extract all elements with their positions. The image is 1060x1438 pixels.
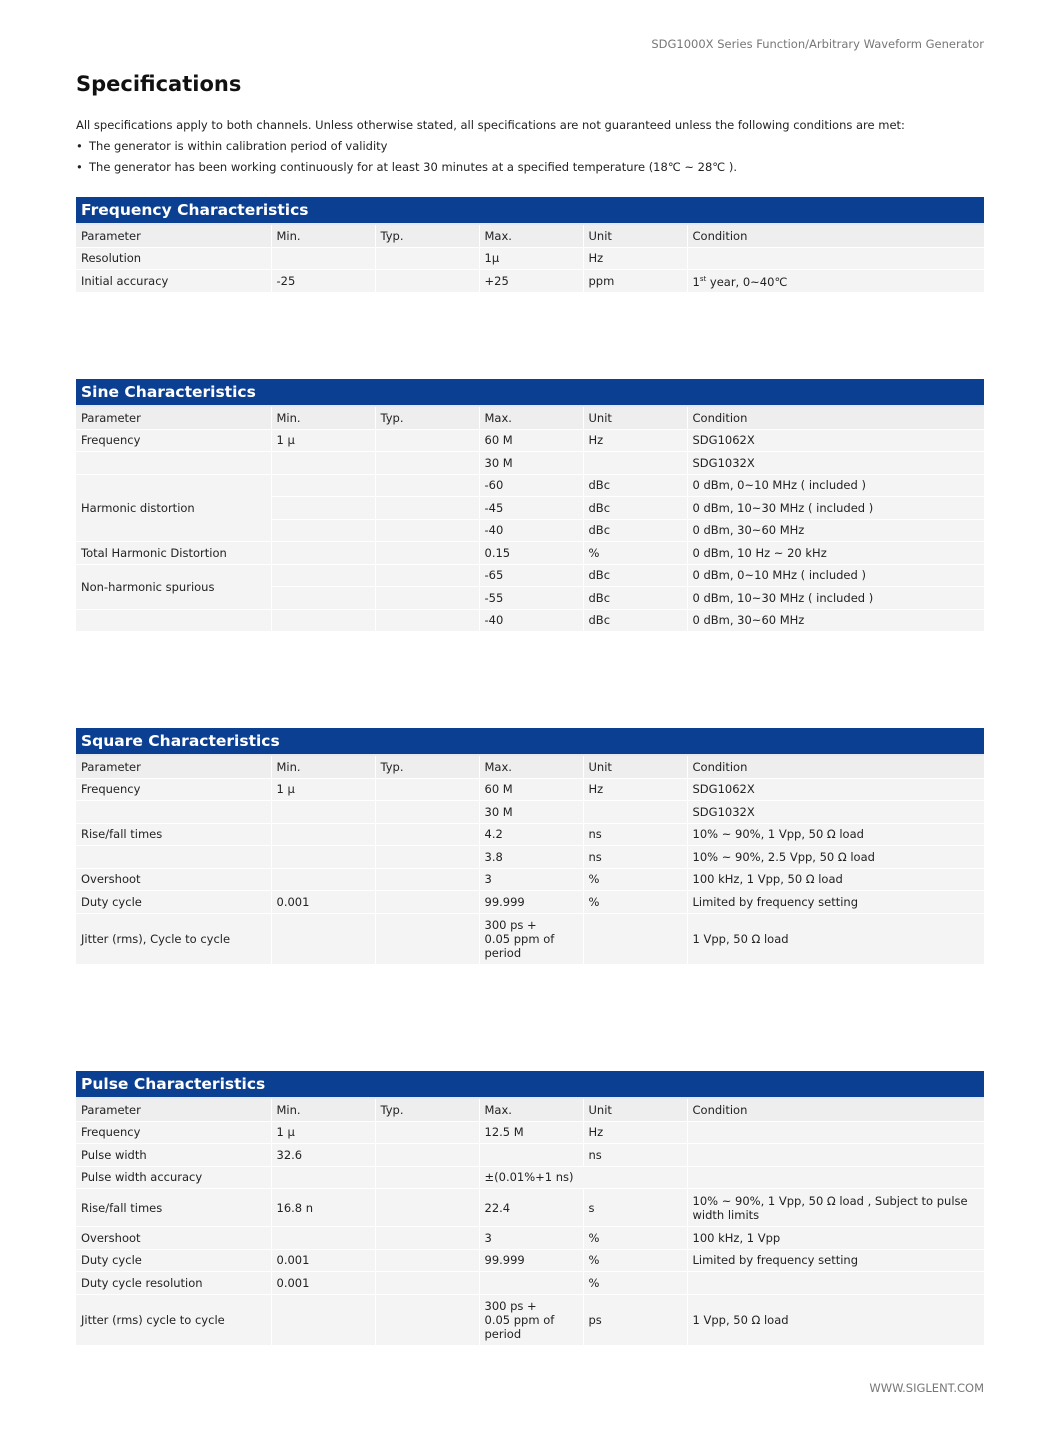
cell: Hz [583,778,687,801]
cell: 10% ~ 90%, 1 Vpp, 50 Ω load , Subject to pulse width limits [687,1189,984,1227]
cell: Hz [583,1121,687,1144]
cell: -55 [479,587,583,610]
cell: 1μ [479,247,583,270]
superscript: st [699,275,707,284]
table-row [76,564,984,587]
column-header: Max. [479,1099,583,1121]
cell: -25 [271,270,375,293]
cell: Rise/fall times [76,1189,271,1227]
cell: Hz [583,429,687,452]
table-row [76,1249,984,1272]
cell: Frequency [76,429,271,452]
cell [271,474,375,497]
table-row [76,474,984,497]
cell: 0 dBm, 10~30 MHz ( included ) [687,587,984,610]
cell: Pulse width [76,1144,271,1167]
table-row [76,452,984,475]
cell: -45 [479,497,583,520]
cell [375,1227,479,1250]
sine-section [76,379,984,632]
cell: % [583,542,687,565]
cell: ns [583,823,687,846]
cell: 0 dBm, 30~60 MHz [687,519,984,542]
cell: 22.4 [479,1189,583,1227]
cell: 16.8 n [271,1189,375,1227]
cell: 0 dBm, 0~10 MHz ( included ) [687,564,984,587]
cell: 3.8 [479,846,583,869]
cell: 0.001 [271,1272,375,1295]
cell: dBc [583,519,687,542]
cell: 99.999 [479,1249,583,1272]
column-header: Condition [687,756,984,778]
cell: 60 M [479,429,583,452]
cell [271,542,375,565]
cell [375,913,479,964]
cell: 4.2 [479,823,583,846]
column-header: Max. [479,756,583,778]
cell: Non-harmonic spurious [76,564,271,609]
cell: Frequency [76,1121,271,1144]
column-header: Condition [687,407,984,429]
cell: 0.001 [271,891,375,914]
section-title: Square Characteristics [76,728,984,756]
section-title: Pulse Characteristics [76,1071,984,1099]
table-row [76,1294,984,1345]
cell: % [583,1272,687,1295]
cell: Jitter (rms) cycle to cycle [76,1294,271,1345]
cell [687,1272,984,1295]
condition-item: • The generator is within calibration period of validity [76,139,986,153]
cell [479,1272,583,1295]
cell: % [583,891,687,914]
table-row [76,1166,984,1189]
column-header: Typ. [375,756,479,778]
cell: 0 dBm, 30~60 MHz [687,609,984,632]
cell: 60 M [479,778,583,801]
cell: 3 [479,1227,583,1250]
cond-prefix: 1 [692,275,700,290]
cell [375,1144,479,1167]
cell: ns [583,846,687,869]
cell [375,778,479,801]
cell [271,452,375,475]
cell: SDG1062X [687,778,984,801]
cell: dBc [583,609,687,632]
table-row [76,1227,984,1250]
cell: dBc [583,564,687,587]
cell: -60 [479,474,583,497]
cell [375,247,479,270]
cell: Duty cycle [76,891,271,914]
cell [375,868,479,891]
cell: -65 [479,564,583,587]
cell [271,497,375,520]
column-header: Typ. [375,1099,479,1121]
cell [271,247,375,270]
cell: Rise/fall times [76,823,271,846]
cell: 100 kHz, 1 Vpp, 50 Ω load [687,868,984,891]
cell: Limited by frequency setting [687,1249,984,1272]
cell: 300 ps + 0.05 ppm of period [479,913,583,964]
column-header: Typ. [375,225,479,247]
cell [271,823,375,846]
cell [583,452,687,475]
column-header: Min. [271,407,375,429]
column-header: Min. [271,225,375,247]
cell: Initial accuracy [76,270,271,293]
cell: % [583,1249,687,1272]
section-title: Frequency Characteristics [76,197,984,225]
cell: Resolution [76,247,271,270]
cell [76,452,271,475]
cell: 1 μ [271,778,375,801]
cell [271,519,375,542]
table-row [76,1272,984,1295]
condition-item: • The generator has been working continuously for at least 30 minutes at a specified temperature (18℃ ~ 28℃ ). [76,160,986,174]
cell [76,846,271,869]
cell [271,564,375,587]
table-header-row [76,407,984,429]
cell: ±(0.01%+1 ns) [479,1166,687,1189]
column-header: Condition [687,1099,984,1121]
frequency-section [76,197,984,293]
cell [375,474,479,497]
table-row [76,247,984,270]
cell: -40 [479,519,583,542]
intro [76,118,986,181]
cell: 30 M [479,801,583,824]
cell: 12.5 M [479,1121,583,1144]
column-header: Unit [583,225,687,247]
cell [687,247,984,270]
intro-text: All specifications apply to both channels. Unless otherwise stated, all specifications are not guaranteed unless the following conditions are met: [76,118,905,132]
cell [687,1166,984,1189]
cell: ps [583,1294,687,1345]
cell: Hz [583,247,687,270]
page-title: Specifications [76,72,242,96]
cell: Duty cycle resolution [76,1272,271,1295]
cell [687,270,984,293]
cell: 1 μ [271,1121,375,1144]
table-row [76,1144,984,1167]
cell [271,868,375,891]
sine-table [76,407,984,632]
column-header: Parameter [76,225,271,247]
cell: dBc [583,497,687,520]
cell: 99.999 [479,891,583,914]
cell: 300 ps + 0.05 ppm of period [479,1294,583,1345]
cell [583,801,687,824]
column-header: Unit [583,407,687,429]
cell: Harmonic distortion [76,474,271,542]
pulse-table [76,1099,984,1346]
cell [375,846,479,869]
cell [687,1144,984,1167]
cell: 30 M [479,452,583,475]
column-header: Max. [479,407,583,429]
cell: Overshoot [76,868,271,891]
cell: ns [583,1144,687,1167]
cell: 10% ~ 90%, 1 Vpp, 50 Ω load [687,823,984,846]
cell [271,801,375,824]
cell: 0 dBm, 0~10 MHz ( included ) [687,474,984,497]
cell: s [583,1189,687,1227]
table-row [76,270,984,293]
cell [375,1294,479,1345]
table-row [76,801,984,824]
cell [375,1272,479,1295]
cell [271,1166,375,1189]
cell: dBc [583,587,687,610]
cell [375,587,479,610]
cell [375,497,479,520]
cell: 10% ~ 90%, 2.5 Vpp, 50 Ω load [687,846,984,869]
table-row [76,1121,984,1144]
column-header: Parameter [76,1099,271,1121]
cell: Pulse width accuracy [76,1166,271,1189]
conditions-list [76,139,986,174]
footer-website: WWW.SIGLENT.COM [869,1381,984,1395]
table-header-row [76,225,984,247]
cell [271,846,375,869]
cell: Overshoot [76,1227,271,1250]
cell: 1 Vpp, 50 Ω load [687,913,984,964]
cell [375,1121,479,1144]
cell: 0 dBm, 10~30 MHz ( included ) [687,497,984,520]
cell: Jitter (rms), Cycle to cycle [76,913,271,964]
cell [687,1121,984,1144]
column-header: Unit [583,1099,687,1121]
column-header: Parameter [76,407,271,429]
section-title: Sine Characteristics [76,379,984,407]
table-row [76,542,984,565]
cell: 0 dBm, 10 Hz ~ 20 kHz [687,542,984,565]
cell: SDG1032X [687,801,984,824]
table-row [76,1189,984,1227]
cell [583,913,687,964]
cell [375,270,479,293]
cell [271,587,375,610]
cell [375,823,479,846]
column-header: Parameter [76,756,271,778]
frequency-table [76,225,984,293]
cell: 0.15 [479,542,583,565]
table-row [76,913,984,964]
cell [76,609,271,632]
column-header: Condition [687,225,984,247]
table-row [76,823,984,846]
cell [375,1189,479,1227]
cell [375,542,479,565]
cell: % [583,868,687,891]
cell: 100 kHz, 1 Vpp [687,1227,984,1250]
cell: dBc [583,474,687,497]
cell [271,913,375,964]
table-row [76,891,984,914]
cell [271,1227,375,1250]
cell: Limited by frequency setting [687,891,984,914]
cell: Frequency [76,778,271,801]
cell [375,891,479,914]
cell [375,429,479,452]
cell: % [583,1227,687,1250]
square-table [76,756,984,965]
cell [479,1144,583,1167]
cell: SDG1032X [687,452,984,475]
cond-rest: year, 0~40℃ [709,275,788,290]
square-section [76,728,984,965]
cell: 3 [479,868,583,891]
cell: 32.6 [271,1144,375,1167]
cell [375,452,479,475]
table-header-row [76,1099,984,1121]
cell: -40 [479,609,583,632]
cell: 1 μ [271,429,375,452]
cell: Duty cycle [76,1249,271,1272]
column-header: Max. [479,225,583,247]
table-header-row [76,756,984,778]
cell: 1 Vpp, 50 Ω load [687,1294,984,1345]
cell [375,519,479,542]
cell [375,801,479,824]
cell: +25 [479,270,583,293]
cell [375,1249,479,1272]
table-row [76,429,984,452]
cell: 0.001 [271,1249,375,1272]
cell: SDG1062X [687,429,984,452]
table-row [76,778,984,801]
table-row [76,868,984,891]
cell [76,801,271,824]
document-header: SDG1000X Series Function/Arbitrary Waveform Generator [651,37,984,51]
column-header: Min. [271,1099,375,1121]
table-row [76,846,984,869]
column-header: Unit [583,756,687,778]
cell [375,564,479,587]
cell [375,1166,479,1189]
column-header: Typ. [375,407,479,429]
cell [271,609,375,632]
cell [375,609,479,632]
column-header: Min. [271,756,375,778]
cell: Total Harmonic Distortion [76,542,271,565]
pulse-section [76,1071,984,1346]
table-row [76,609,984,632]
cell: ppm [583,270,687,293]
cell [271,1294,375,1345]
